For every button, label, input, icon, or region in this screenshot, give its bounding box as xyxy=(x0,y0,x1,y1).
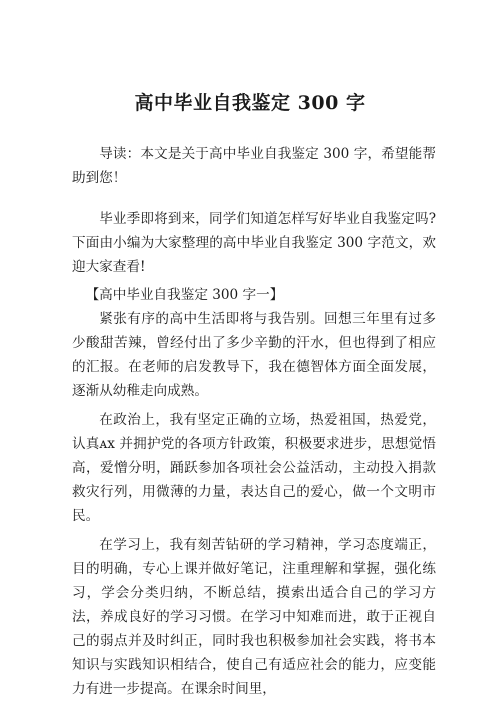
body-paragraph-2: 在政治上，我有坚定正确的立场，热爱祖国，热爱党，认真ᴀx 并拥护党的各项方针政策，积极要求进步，思想觉悟高，爱憎分明，踊跃参加各项社会公益活动，主动投入捐款救灾行列，用微薄的力量，表达自己的爱心，做一个文明市民。 xyxy=(72,412,436,524)
section-heading: 【高中毕业自我鉴定 300 字一】 xyxy=(85,287,284,303)
body-paragraph-3: 在学习上，我有刻苦钻研的学习精神，学习态度端正，目的明确，专心上课并做好笔记，注重理解和掌握，强化练习，学会分类归纳，不断总结，摸索出适合自己的学习方法，养成良好的学习习惯。在学习中知难而进，敢于正视自己的弱点并及时纠正，同时我也积极参加社会实践，将书本知识与实践知识相结合，使自己有适应社会的能力，应变能力有进一步提高。在课余时间里， xyxy=(72,537,436,697)
intro-paragraph: 导读：本文是关于高中毕业自我鉴定 300 字，希望能帮助到您！ xyxy=(72,146,436,186)
preface-paragraph: 毕业季即将到来，同学们知道怎样写好毕业自我鉴定吗?下面由小编为大家整理的高中毕业自我鉴定 300 字范文，欢迎大家查看! xyxy=(72,211,436,275)
document-title: 高中毕业自我鉴定 300 字 xyxy=(134,92,366,114)
document-body xyxy=(72,142,436,701)
body-paragraph-1: 紧张有序的高中生活即将与我告别。回想三年里有过多少酸甜苦辣，曾经付出了多少辛勤的汗水，但也得到了相应的汇报。在老师的启发教导下，我在德智体方面全面发展，逐渐从幼稚走向成熟。 xyxy=(72,311,436,399)
